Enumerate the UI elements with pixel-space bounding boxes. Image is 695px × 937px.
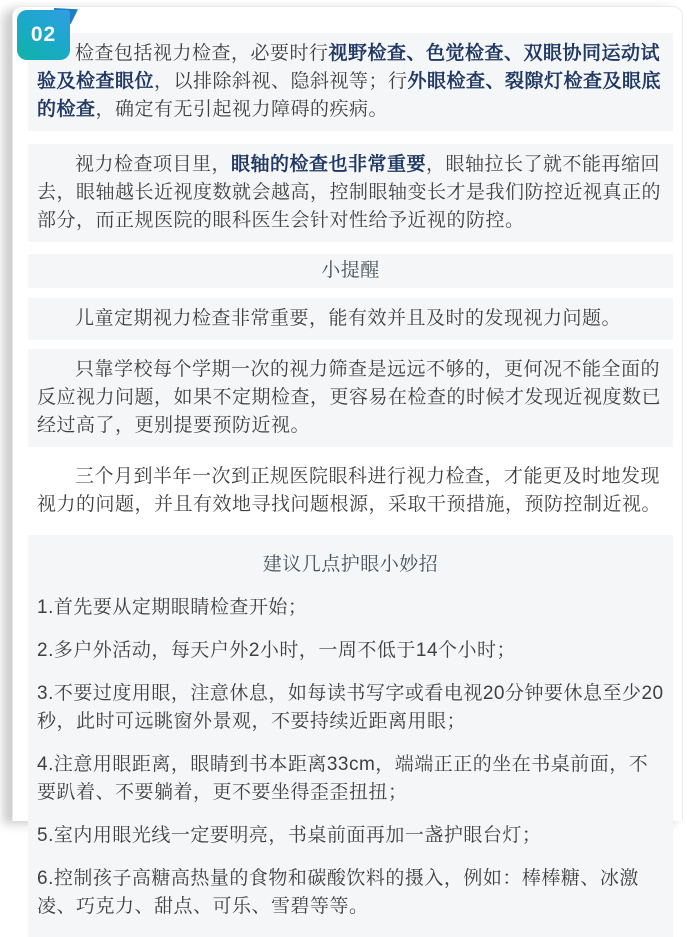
tip-item-1: 1.首先要从定期眼睛检查开始； xyxy=(37,597,308,618)
paragraph-axial-length xyxy=(28,144,673,242)
reminder-heading: 小提醒 xyxy=(28,254,673,288)
paragraph-checkup-frequency: 三个月到半年一次到正规医院眼科进行视力检查，才能更及时地发现视力的问题，并且有效地寻找问题根源，采取干预措施，预防控制近视。 xyxy=(37,466,662,515)
tip-item-4: 4.注意用眼距离，眼睛到书本距离33cm，端端正正的坐在书桌前面，不要趴着、不要躺着，更不要坐得歪歪扭扭； xyxy=(37,754,649,803)
tip-item-3: 3.不要过度用眼，注意休息，如每读书写字或看电视20分钟要休息至少20秒，此时可远眺窗外景观，不要持续近距离用眼； xyxy=(37,683,664,732)
paragraph-regular-checkup: 儿童定期视力检查非常重要，能有效并且及时的发现视力问题。 xyxy=(28,298,673,340)
tips-heading: 建议几点护眼小妙招 xyxy=(262,554,439,575)
tips-section xyxy=(28,535,673,937)
emphasized-text: 眼轴的检查也非常重要 xyxy=(231,154,427,175)
tip-item-5: 5.室内用眼光线一定要明亮，书桌前面再加一盏护眼台灯； xyxy=(37,825,542,846)
emphasized-text: 视野检查、色觉检查、双眼协同运动试验及检查眼位 xyxy=(37,43,661,92)
body-text: 检查包括视力检查，必要时行 xyxy=(75,43,329,64)
article-content xyxy=(13,7,682,937)
body-text: ，眼轴拉长了就不能再缩回去，眼轴越长近视度数就会越高，控制眼轴变长才是我们防控近视真正的部分，而正规医院的眼科医生会针对性给予近视的防控。 xyxy=(37,154,662,231)
section-number-badge xyxy=(17,10,70,60)
article-card xyxy=(12,6,683,917)
section-number: 02 xyxy=(30,23,57,46)
badge-face xyxy=(17,10,70,60)
body-text: ，以排除斜视、隐斜视等；行 xyxy=(154,71,408,92)
body-text: ，确定有无引起视力障碍的疾病。 xyxy=(95,99,389,120)
emphasized-text: 外眼检查、裂隙灯检查及眼底的检查 xyxy=(37,71,662,120)
tip-item-6: 6.控制孩子高糖高热量的食物和碳酸饮料的摄入，例如：棒棒糖、冰激凌、巧克力、甜点、可乐、雪碧等等。 xyxy=(37,868,639,917)
tip-item-2: 2.多户外活动，每天户外2小时，一周不低于14个小时； xyxy=(37,640,517,661)
paragraph-exam-scope xyxy=(28,33,673,131)
body-text: 视力检查项目里， xyxy=(75,154,232,175)
paragraph-school-screening: 只靠学校每个学期一次的视力筛查是远远不够的，更何况不能全面的反应视力问题，如果不定期检查，更容易在检查的时候才发现近视度数已经过高了，更别提要预防近视。 xyxy=(28,349,673,447)
